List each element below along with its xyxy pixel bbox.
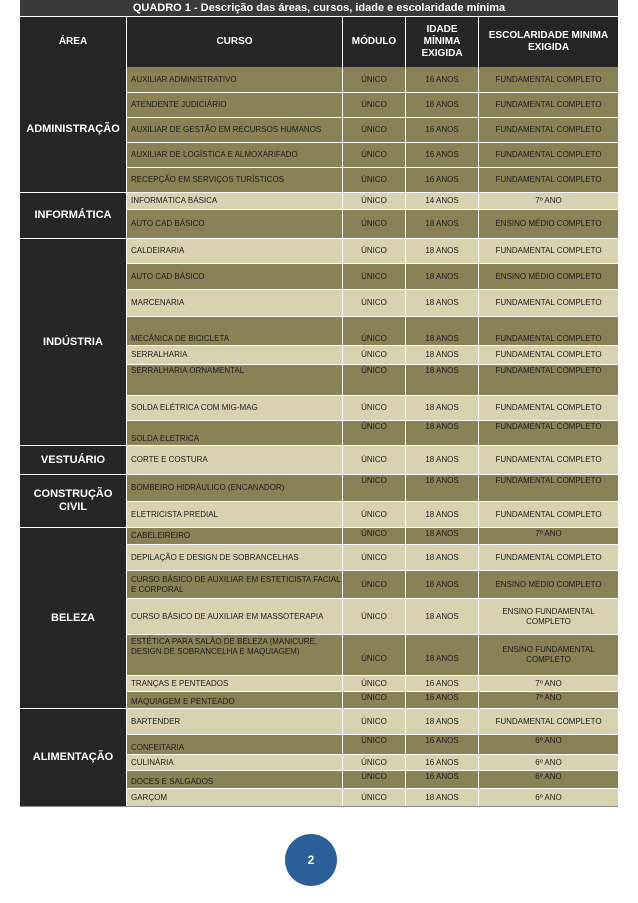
cell-escolaridade: 7º ANO	[479, 528, 618, 544]
cell-curso: MARCENARIA	[127, 290, 342, 316]
cell-escolaridade: FUNDAMENTAL COMPLETO	[479, 421, 618, 445]
cell-idade: 14 ANOS	[406, 193, 478, 209]
cell-modulo: ÚNICO	[343, 446, 405, 474]
cell-modulo: ÚNICO	[343, 210, 405, 238]
header-area: ÁREA	[20, 17, 126, 67]
page-number-badge: 2	[285, 834, 337, 886]
cell-curso: MECÂNICA DE BICICLETA	[127, 317, 342, 345]
area-alimentacao: ALIMENTAÇÃO	[20, 709, 126, 806]
cell-modulo: ÚNICO	[343, 475, 405, 501]
cell-curso: CALDEIRARIA	[127, 239, 342, 263]
cell-escolaridade: ENSINO FUNDAMENTAL COMPLETO	[479, 635, 618, 675]
cell-curso: ESTÉTICA PARA SALÃO DE BELEZA (MANICURE, DESIGN DE SOBRANCELHA E MAQUIAGEM)	[127, 635, 342, 675]
table-row	[127, 193, 618, 209]
cell-curso: AUXILIAR ADMINISTRATIVO	[127, 67, 342, 92]
cell-curso: SOLDA ELÉTRICA COM MIG-MAG	[127, 396, 342, 420]
cell-modulo: ÚNICO	[343, 755, 405, 770]
area-administracao: ADMINISTRAÇÃO	[20, 67, 126, 192]
cell-modulo: ÚNICO	[343, 421, 405, 445]
cell-modulo: ÚNICO	[343, 735, 405, 754]
cell-idade: 16 ANOS	[406, 143, 478, 167]
header-modulo: MÓDULO	[343, 17, 405, 67]
cell-modulo: ÚNICO	[343, 771, 405, 788]
cell-escolaridade: FUNDAMENTAL COMPLETO	[479, 346, 618, 364]
cell-modulo: ÚNICO	[343, 239, 405, 263]
cell-idade: 18 ANOS	[406, 421, 478, 445]
cell-curso: AUXILIAR DE GESTÃO EM RECURSOS HUMANOS	[127, 118, 342, 142]
cell-escolaridade: FUNDAMENTAL COMPLETO	[479, 118, 618, 142]
table-row	[127, 365, 618, 395]
cell-escolaridade: FUNDAMENTAL COMPLETO	[479, 446, 618, 474]
table-row	[127, 599, 618, 634]
cell-idade: 16 ANOS	[406, 67, 478, 92]
header-idade: IDADE MÍNIMA EXIGIDA	[406, 17, 478, 67]
cell-modulo: ÚNICO	[343, 599, 405, 634]
cell-escolaridade: FUNDAMENTAL COMPLETO	[479, 93, 618, 117]
cell-escolaridade: ENSINO FUNDAMENTAL COMPLETO	[479, 599, 618, 634]
table-row	[127, 346, 618, 364]
header-escolaridade: ESCOLARIDADE MINIMA EXIGIDA	[479, 17, 618, 67]
area-beleza: BELEZA	[20, 528, 126, 708]
table-row	[127, 676, 618, 691]
table-row	[127, 692, 618, 708]
cell-idade: 18 ANOS	[406, 475, 478, 501]
table-row	[127, 290, 618, 316]
table-row	[127, 93, 618, 117]
cell-modulo: ÚNICO	[343, 692, 405, 708]
table-row	[127, 755, 618, 770]
cell-escolaridade: 6º ANO	[479, 771, 618, 788]
table-row	[127, 210, 618, 238]
cell-escolaridade: FUNDAMENTAL COMPLETO	[479, 502, 618, 527]
cell-escolaridade: ENSINO MÉDIO COMPLETO	[479, 264, 618, 289]
table-row	[127, 67, 618, 92]
cell-idade: 18 ANOS	[406, 635, 478, 675]
cell-curso: RECEPÇÃO EM SERVIÇOS TURÍSTICOS	[127, 168, 342, 192]
cell-escolaridade: FUNDAMENTAL COMPLETO	[479, 168, 618, 192]
cell-curso: DOCES E SALGADOS	[127, 771, 342, 788]
table-row	[127, 789, 618, 806]
cell-escolaridade: ENSINO MÉDIO COMPLETO	[479, 210, 618, 238]
table-row	[127, 317, 618, 345]
cell-idade: 18 ANOS	[406, 446, 478, 474]
cell-curso: CURSO BÁSICO DE AUXILIAR EM ESTETICISTA FACIAL E CORPORAL	[127, 571, 342, 598]
cell-escolaridade: FUNDAMENTAL COMPLETO	[479, 396, 618, 420]
cell-curso: BARTENDER	[127, 709, 342, 734]
table-row	[127, 502, 618, 527]
cell-curso: CULINÁRIA	[127, 755, 342, 770]
table-row	[127, 545, 618, 570]
cell-escolaridade: 6º ANO	[479, 789, 618, 806]
table-row	[127, 143, 618, 167]
cell-modulo: ÚNICO	[343, 709, 405, 734]
cell-curso: CONFEITARIA	[127, 735, 342, 754]
cell-modulo: ÚNICO	[343, 528, 405, 544]
table-row	[127, 571, 618, 598]
cell-escolaridade: FUNDAMENTAL COMPLETO	[479, 365, 618, 395]
cell-idade: 18 ANOS	[406, 239, 478, 263]
cell-curso: CORTE E COSTURA	[127, 446, 342, 474]
table-row	[127, 421, 618, 445]
cell-idade: 16 ANOS	[406, 676, 478, 691]
cell-idade: 18 ANOS	[406, 264, 478, 289]
cell-escolaridade: FUNDAMENTAL COMPLETO	[479, 67, 618, 92]
cell-modulo: ÚNICO	[343, 789, 405, 806]
table-bottom-border	[20, 806, 618, 807]
cell-idade: 18 ANOS	[406, 365, 478, 395]
cell-curso: AUTO CAD BÁSICO	[127, 264, 342, 289]
table-row	[127, 446, 618, 474]
cell-escolaridade: FUNDAMENTAL COMPLETO	[479, 143, 618, 167]
table-row	[127, 735, 618, 754]
cell-idade: 18 ANOS	[406, 789, 478, 806]
area-construcao-civil: CONSTRUÇÃO CIVIL	[20, 475, 126, 527]
cell-idade: 18 ANOS	[406, 528, 478, 544]
cell-escolaridade: 7º ANO	[479, 692, 618, 708]
cell-curso: SOLDA ELETRICA	[127, 421, 342, 445]
cell-curso: CURSO BÁSICO DE AUXILIAR EM MASSOTERAPIA	[127, 599, 342, 634]
cell-curso: CABELEIREIRO	[127, 528, 342, 544]
cell-modulo: ÚNICO	[343, 571, 405, 598]
cell-curso: GARÇOM	[127, 789, 342, 806]
cell-curso: SERRALHARIA ORNAMENTAL	[127, 365, 342, 395]
cell-curso: BOMBEIRO HIDRÁULICO (ENCANADOR)	[127, 475, 342, 501]
cell-escolaridade: ENSINO MÉDIO COMPLETO	[479, 571, 618, 598]
cell-modulo: ÚNICO	[343, 93, 405, 117]
cell-curso: AUXILIAR DE LOGÍSTICA E ALMOXARIFADO	[127, 143, 342, 167]
table-row	[127, 264, 618, 289]
header-curso: CURSO	[127, 17, 342, 67]
cell-idade: 16 ANOS	[406, 692, 478, 708]
cell-idade: 18 ANOS	[406, 290, 478, 316]
table-row	[127, 239, 618, 263]
cell-idade: 18 ANOS	[406, 599, 478, 634]
cell-curso: ELETRICISTA PREDIAL	[127, 502, 342, 527]
cell-escolaridade: FUNDAMENTAL COMPLETO	[479, 475, 618, 501]
cell-modulo: ÚNICO	[343, 317, 405, 345]
cell-idade: 18 ANOS	[406, 545, 478, 570]
cell-curso: MAQUIAGEM E PENTEADO	[127, 692, 342, 708]
cell-curso: TRANÇAS E PENTEADOS	[127, 676, 342, 691]
table-row	[127, 635, 618, 675]
cell-idade: 16 ANOS	[406, 771, 478, 788]
cell-modulo: ÚNICO	[343, 67, 405, 92]
cell-idade: 18 ANOS	[406, 346, 478, 364]
cell-idade: 18 ANOS	[406, 571, 478, 598]
cell-curso: AUTO CAD BÁSICO	[127, 210, 342, 238]
area-vestuario: VESTUÁRIO	[20, 446, 126, 474]
cell-escolaridade: FUNDAMENTAL COMPLETO	[479, 290, 618, 316]
cell-escolaridade: 6º ANO	[479, 735, 618, 754]
cell-modulo: ÚNICO	[343, 193, 405, 209]
table-row	[127, 709, 618, 734]
cell-idade: 16 ANOS	[406, 735, 478, 754]
cell-idade: 18 ANOS	[406, 502, 478, 527]
cell-idade: 16 ANOS	[406, 118, 478, 142]
cell-modulo: ÚNICO	[343, 635, 405, 675]
table-row	[127, 475, 618, 501]
table-row	[127, 168, 618, 192]
cell-modulo: ÚNICO	[343, 346, 405, 364]
area-industria: INDÚSTRIA	[20, 239, 126, 445]
cell-idade: 18 ANOS	[406, 93, 478, 117]
table-row	[127, 771, 618, 788]
table-row	[127, 396, 618, 420]
cell-idade: 18 ANOS	[406, 317, 478, 345]
cell-idade: 18 ANOS	[406, 396, 478, 420]
cell-modulo: ÚNICO	[343, 502, 405, 527]
cell-curso: DEPILAÇÃO E DESIGN DE SOBRANCELHAS	[127, 545, 342, 570]
cell-modulo: ÚNICO	[343, 365, 405, 395]
cell-idade: 16 ANOS	[406, 755, 478, 770]
cell-escolaridade: FUNDAMENTAL COMPLETO	[479, 239, 618, 263]
table-row	[127, 528, 618, 544]
cell-curso: SERRALHARIA	[127, 346, 342, 364]
cell-idade: 18 ANOS	[406, 709, 478, 734]
cell-escolaridade: 7º ANO	[479, 676, 618, 691]
cell-escolaridade: FUNDAMENTAL COMPLETO	[479, 317, 618, 345]
table-title: QUADRO 1 - Descrição das áreas, cursos, idade e escolaridade mínima	[20, 0, 618, 16]
cell-modulo: ÚNICO	[343, 264, 405, 289]
cell-escolaridade: 7º ANO	[479, 193, 618, 209]
cell-escolaridade: FUNDAMENTAL COMPLETO	[479, 709, 618, 734]
cell-modulo: ÚNICO	[343, 676, 405, 691]
table-row	[127, 118, 618, 142]
cell-curso: ATENDENTE JUDICIÁRIO	[127, 93, 342, 117]
cell-modulo: ÚNICO	[343, 396, 405, 420]
cell-escolaridade: 6º ANO	[479, 755, 618, 770]
cell-modulo: ÚNICO	[343, 118, 405, 142]
cell-modulo: ÚNICO	[343, 290, 405, 316]
cell-idade: 16 ANOS	[406, 168, 478, 192]
cell-idade: 18 ANOS	[406, 210, 478, 238]
cell-modulo: ÚNICO	[343, 168, 405, 192]
cell-modulo: ÚNICO	[343, 545, 405, 570]
area-informatica: INFORMÁTICA	[20, 193, 126, 238]
cell-escolaridade: FUNDAMENTAL COMPLETO	[479, 545, 618, 570]
cell-modulo: ÚNICO	[343, 143, 405, 167]
cell-curso: INFORMÁTICA BÁSICA	[127, 193, 342, 209]
